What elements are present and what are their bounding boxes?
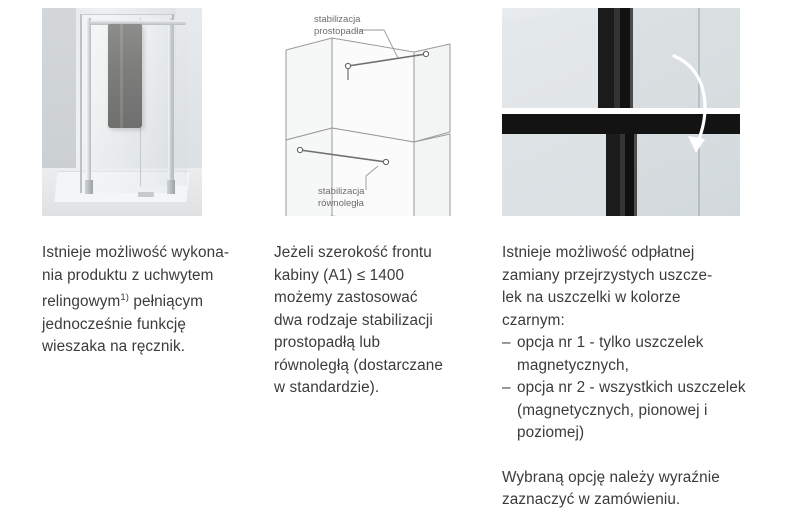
shower-enclosure-photo: [42, 8, 202, 216]
caption-column-2: [274, 242, 466, 400]
caption-line: kabiny (A1) ≤ 1400: [274, 266, 405, 284]
spacer: [502, 445, 760, 467]
label-top-line1: stabilizacja: [314, 14, 361, 25]
caption-line: prostopadłą lub: [274, 334, 381, 351]
caption-line: równoległą (dostarczane: [274, 356, 443, 374]
caption-line: nia produktu z uchwytem: [42, 266, 214, 284]
column-2: [236, 8, 466, 400]
caption-column-1: [42, 242, 236, 359]
list-item: – opcja nr 1 - tylko uszczelek magnetycznych,: [502, 332, 760, 377]
caption-line: zamiany przejrzystych uszcze-: [502, 266, 713, 284]
caption-line: Istnieje możliwość wykona-: [42, 244, 230, 261]
column-1: [0, 8, 236, 359]
vertical-profile-left: [86, 18, 91, 190]
label-bottom-line1: stabilizacja: [318, 186, 365, 197]
footnote-marker: 1): [120, 292, 130, 303]
options-list: [502, 332, 760, 445]
caption-line: wieszaka na ręcznik.: [42, 338, 186, 356]
caption-line: czarnym:: [502, 311, 565, 329]
caption-line: możemy zastosować: [274, 289, 418, 306]
stabilization-diagram-svg: [274, 8, 468, 216]
label-bottom-line2: równoległa: [318, 198, 364, 209]
caption-text: pełniącym: [129, 293, 204, 311]
glass-panel-side: [140, 18, 187, 186]
caption-line: Istnieje możliwość odpłatnej: [502, 244, 695, 261]
caption-line: w standardzie).: [274, 379, 380, 396]
caption-line: zaznaczyć w zamówieniu.: [502, 491, 681, 508]
caption-column-3: [502, 242, 760, 512]
towel: [108, 24, 142, 128]
black-seal-detail: [502, 8, 740, 216]
caption-line: Wybraną opcję należy wyraźnie: [502, 468, 720, 486]
vertical-profile-right: [168, 18, 172, 190]
caption-line: dwa rodzaje stabilizacji: [274, 311, 433, 329]
caption-line: Jeżeli szerokość frontu: [274, 244, 432, 261]
profile-foot-right: [167, 180, 175, 194]
black-seal-detail-svg: [502, 8, 740, 216]
list-item: – opcja nr 2 - wszystkich uszczelek (magnetycznych, pionowej i poziomej): [502, 377, 760, 445]
profile-foot-left: [85, 180, 93, 194]
label-top-line2: prostopadła: [314, 26, 364, 37]
column-3: [466, 8, 760, 512]
floor-drain: [138, 192, 154, 197]
caption-line: lek na uszczelki w kolorze: [502, 289, 681, 306]
stabilization-diagram: [274, 8, 468, 216]
caption-text: relingowym: [42, 293, 121, 311]
caption-line: jednocześnie funkcję: [42, 315, 187, 333]
caption-line: [42, 287, 236, 314]
